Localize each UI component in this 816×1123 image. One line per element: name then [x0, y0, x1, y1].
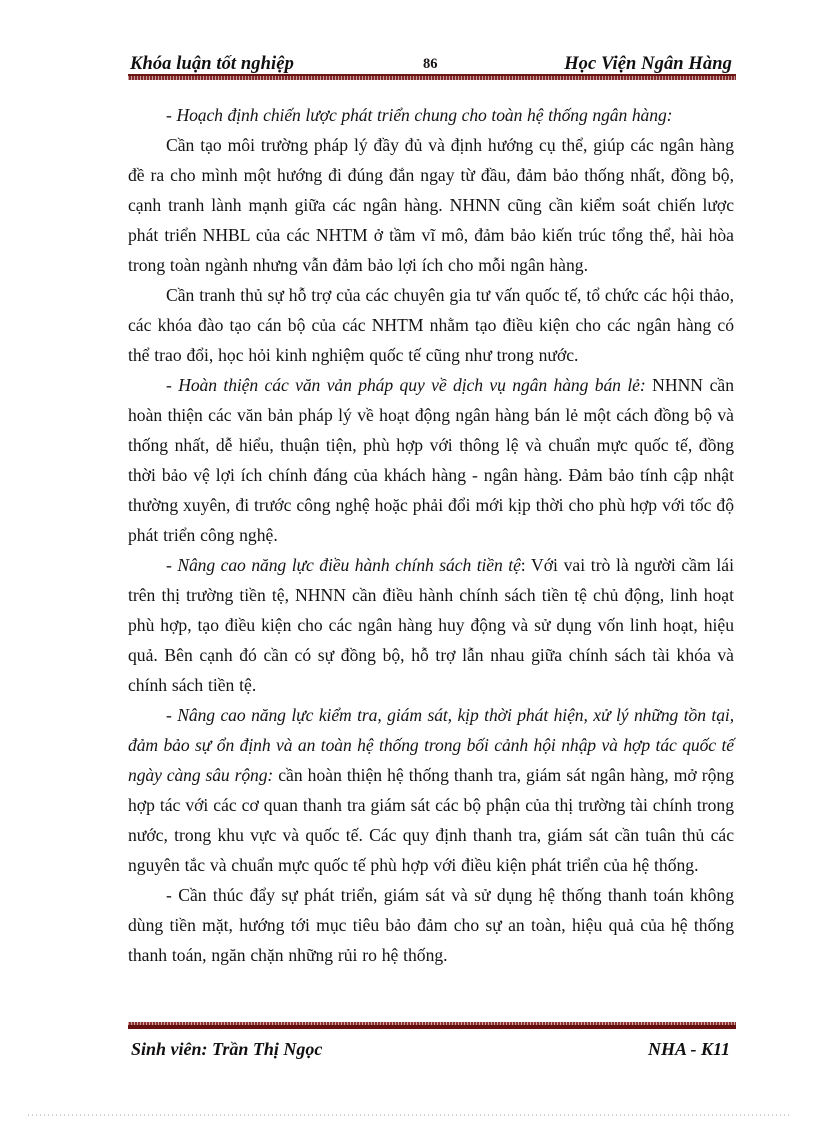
header-right-title: Học Viện Ngân Hàng [564, 53, 732, 74]
paragraph-body: Cần tạo môi trường pháp lý đầy đủ và định hướng cụ thể, giúp các ngân hàng đề ra cho mình một hướng đi đúng đắn ngay từ đầu, đảm bảo thống nhất, đồng bộ, cạnh tranh lành mạnh giữa các ngân hàng. NHNN cũng cần kiểm soát chiến lược phát triển NHBL của các NHTM ở tầm vĩ mô, đảm bảo kiến trúc tổng thể, hài hòa trong toàn ngành nhưng vẫn đảm bảo lợi ích cho mỗi ngân hàng. [128, 135, 734, 275]
paragraph-expert-support [128, 280, 734, 370]
footer-class-code: NHA - K11 [647, 1038, 730, 1059]
footer-student-name: Sinh viên: Trần Thị Ngọc [131, 1038, 323, 1059]
paragraph-body: NHNN cần hoàn thiện các văn bản pháp lý về hoạt động ngân hàng bán lẻ một cách đồng bộ và thống nhất, dễ hiểu, thuận tiện, phù hợp với thông lệ và chuẩn mực quốc tế, đồng thời bảo vệ lợi ích chính đáng của khách hàng - ngân hàng. Đảm bảo tính cập nhật thường xuyên, đi trước công nghệ hoặc phải đổi mới kịp thời cho phù hợp với tốc độ phát triển công nghệ. [128, 375, 734, 545]
body-text-column [128, 100, 734, 970]
paragraph-lead: - Hoàn thiện các văn vản pháp quy về dịch vụ ngân hàng bán lẻ: [166, 375, 646, 395]
paragraph-body: Cần tranh thủ sự hỗ trợ của các chuyên gia tư vấn quốc tế, tổ chức các hội thảo, các khóa đào tạo cán bộ của các NHTM nhằm tạo điều kiện cho các ngân hàng có thể trao đổi, học hỏi kinh nghiệm quốc tế cũng như trong nước. [128, 285, 734, 365]
paragraph-body: cần hoàn thiện hệ thống thanh tra, giám sát ngân hàng, mở rộng hợp tác với các cơ quan thanh tra giám sát các bộ phận của thị trường tài chính trong nước, trong khu vực và quốc tế. Các quy định thanh tra, giám sát cần tuân thủ các nguyên tắc và chuẩn mực quốc tế phù hợp với điều kiện phát triển của hệ thống. [128, 765, 735, 875]
header-rule-band [128, 76, 736, 80]
header-left-title: Khóa luận tốt nghiệp [130, 53, 294, 74]
header-page-number: 86 [423, 55, 438, 72]
paragraph-legal-environment [128, 130, 734, 280]
paragraph-supervision-capacity [128, 700, 734, 880]
footer-rule-solid [128, 1025, 736, 1029]
scan-edge-artifact [28, 1114, 790, 1116]
paragraph-legal-documents [128, 370, 734, 550]
paragraph-lead: - Nâng cao năng lực điều hành chính sách tiền tệ [166, 555, 521, 575]
paragraph-lead: - Hoạch định chiến lược phát triển chung cho toàn hệ thống ngân hàng: [166, 105, 673, 125]
running-header [128, 44, 734, 74]
footer-divider-rule [128, 1022, 736, 1029]
paragraph-body: - Cần thúc đẩy sự phát triển, giám sát và sử dụng hệ thống thanh toán không dùng tiền mặt, hướng tới mục tiêu bảo đảm cho sự an toàn, hiệu quả của hệ thống thanh toán, ngăn chặn những rủi ro hệ thống. [128, 885, 734, 965]
header-divider-rule [128, 74, 736, 80]
paragraph-heading-strategy [128, 100, 734, 130]
running-footer [128, 1036, 734, 1062]
paragraph-monetary-policy [128, 550, 734, 700]
paragraph-cashless-payment [128, 880, 734, 970]
paragraph-body: : Với vai trò là người cầm lái trên thị trường tiền tệ, NHNN cần điều hành chính sách tiền tệ chủ động, linh hoạt phù hợp, tạo điều kiện cho các ngân hàng huy động và sử dụng vốn linh hoạt, hiệu quả. Bên cạnh đó cần có sự đồng bộ, hỗ trợ lẫn nhau giữa chính sách tài khóa và chính sách tiền tệ. [128, 555, 734, 695]
paragraph-lead: - Nâng cao năng lực kiểm tra, giám sát, kịp thời phát hiện, xử lý những tồn tại, đảm bảo sự ổn định và an toàn hệ thống trong bối cảnh hội nhập và hợp tác quốc tế ngày càng sâu rộng: [128, 705, 734, 785]
